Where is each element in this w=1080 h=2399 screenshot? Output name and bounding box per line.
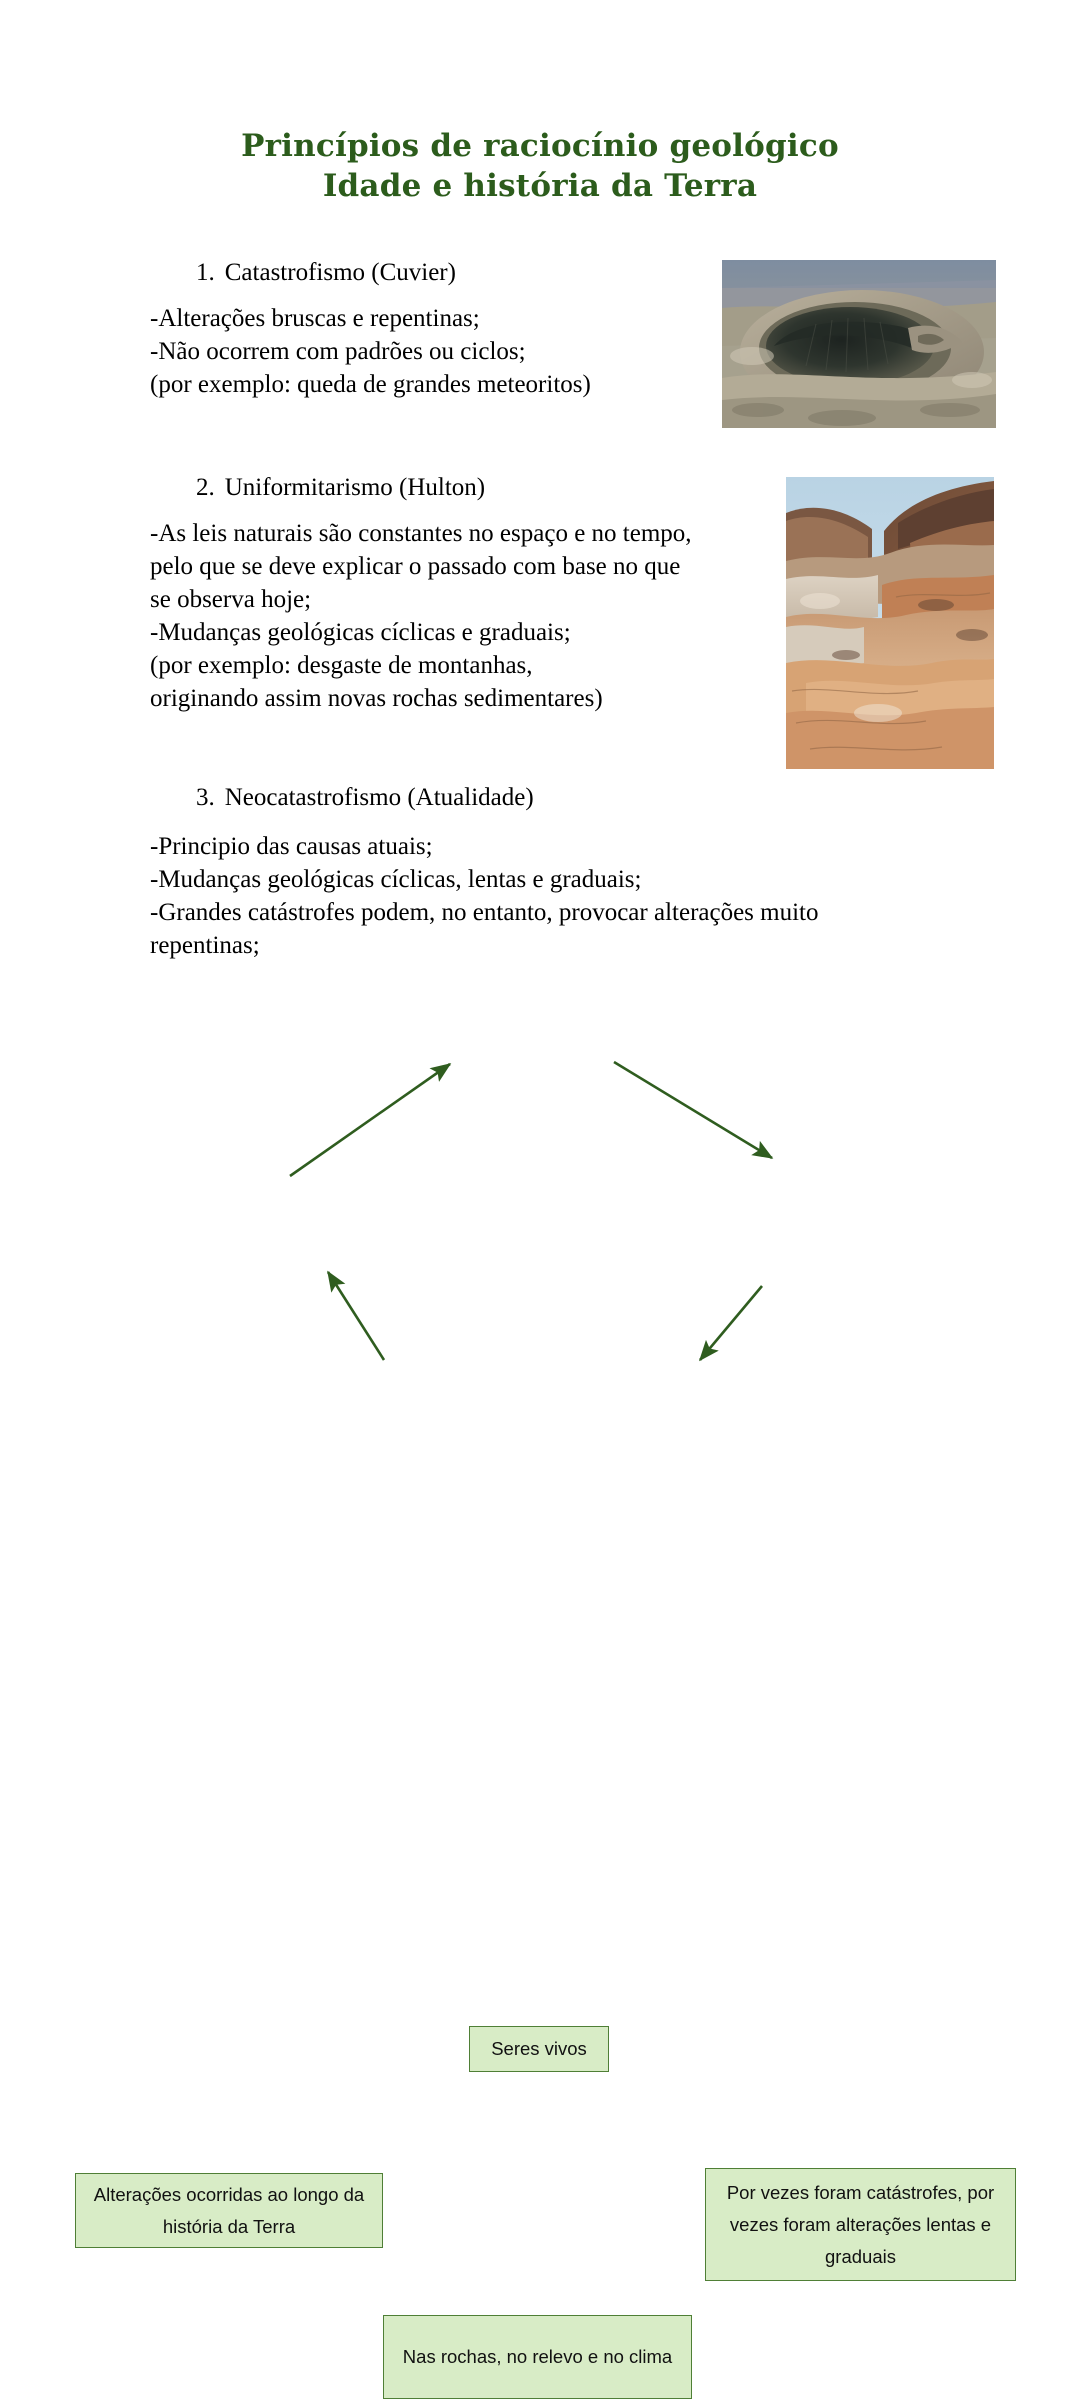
section-2-line-3: se observa hoje; — [150, 586, 312, 613]
arrow-rochas-to-alteracoes — [328, 1272, 384, 1360]
erosion-illustration — [786, 477, 994, 769]
page-title-line-1: Princípios de raciocínio geológico — [241, 128, 839, 164]
section-2-line-6: originando assim novas rochas sedimentares) — [150, 685, 603, 712]
cycle-box-rochas-relevo-clima-label: Nas rochas, no relevo e no clima — [402, 2346, 673, 2367]
cycle-box-catastrofes[interactable] — [705, 2168, 1016, 2281]
cycle-box-seres-vivos-label: Seres vivos — [491, 2038, 587, 2059]
section-3-title: Neocatastrofismo (Atualidade) — [224, 784, 534, 811]
section-2-title: Uniformitarismo (Hulton) — [224, 474, 486, 501]
section-3-line-2: -Mudanças geológicas cíclicas, lentas e graduais; — [150, 866, 642, 893]
section-2-number: 2. — [196, 474, 215, 501]
cycle-arrows — [0, 1000, 1080, 1420]
section-2-body — [150, 517, 692, 715]
section-3-line-1: -Principio das causas atuais; — [150, 833, 433, 860]
section-3-line-4: repentinas; — [150, 932, 260, 959]
arrow-seres-to-catastrofes — [614, 1062, 772, 1158]
section-3-heading — [150, 783, 819, 813]
section-3-line-3: -Grandes catástrofes podem, no entanto, provocar alterações muito — [150, 899, 819, 926]
section-2-line-2: pelo que se deve explicar o passado com base no que — [150, 553, 681, 580]
cycle-box-alteracoes-historia-terra[interactable] — [75, 2173, 383, 2248]
section-2-line-1: -As leis naturais são constantes no espaço e no tempo, — [150, 520, 692, 547]
cycle-box-seres-vivos[interactable] — [469, 2026, 609, 2072]
section-uniformitarismo — [150, 473, 692, 715]
section-1-line-3: (por exemplo: queda de grandes meteoritos) — [150, 371, 591, 398]
cycle-box-catastrofes-label: Por vezes foram catástrofes, por vezes foram alterações lentas e graduais — [726, 2181, 995, 2267]
section-1-title: Catastrofismo (Cuvier) — [224, 259, 456, 286]
section-catastrofismo — [150, 258, 591, 401]
section-2-heading — [150, 473, 692, 503]
section-1-line-2: -Não ocorrem com padrões ou ciclos; — [150, 338, 526, 365]
section-3-body — [150, 830, 819, 962]
arrow-catastrofes-to-rochas — [700, 1286, 762, 1360]
section-1-body — [150, 302, 591, 401]
eroded-sedimentary-rock-landscape-photo — [786, 477, 994, 769]
page-title — [0, 126, 1080, 206]
section-1-heading — [150, 258, 591, 288]
cycle-box-alteracoes-historia-terra-label: Alterações ocorridas ao longo da história da Terra — [93, 2183, 365, 2237]
section-1-line-1: -Alterações bruscas e repentinas; — [150, 305, 480, 332]
cycle-box-rochas-relevo-clima[interactable] — [383, 2315, 692, 2399]
section-2-line-5: (por exemplo: desgaste de montanhas, — [150, 652, 533, 679]
crater-illustration — [722, 260, 996, 428]
section-neocatastrofismo — [150, 783, 819, 962]
meteor-impact-crater-photo — [722, 260, 996, 428]
section-3-number: 3. — [196, 784, 215, 811]
page-title-line-2: Idade e história da Terra — [322, 168, 758, 204]
section-1-number: 1. — [196, 259, 215, 286]
section-2-line-4: -Mudanças geológicas cíclicas e graduais; — [150, 619, 571, 646]
cycle-diagram — [0, 1000, 1080, 2367]
arrow-alteracoes-to-seres — [290, 1064, 450, 1176]
